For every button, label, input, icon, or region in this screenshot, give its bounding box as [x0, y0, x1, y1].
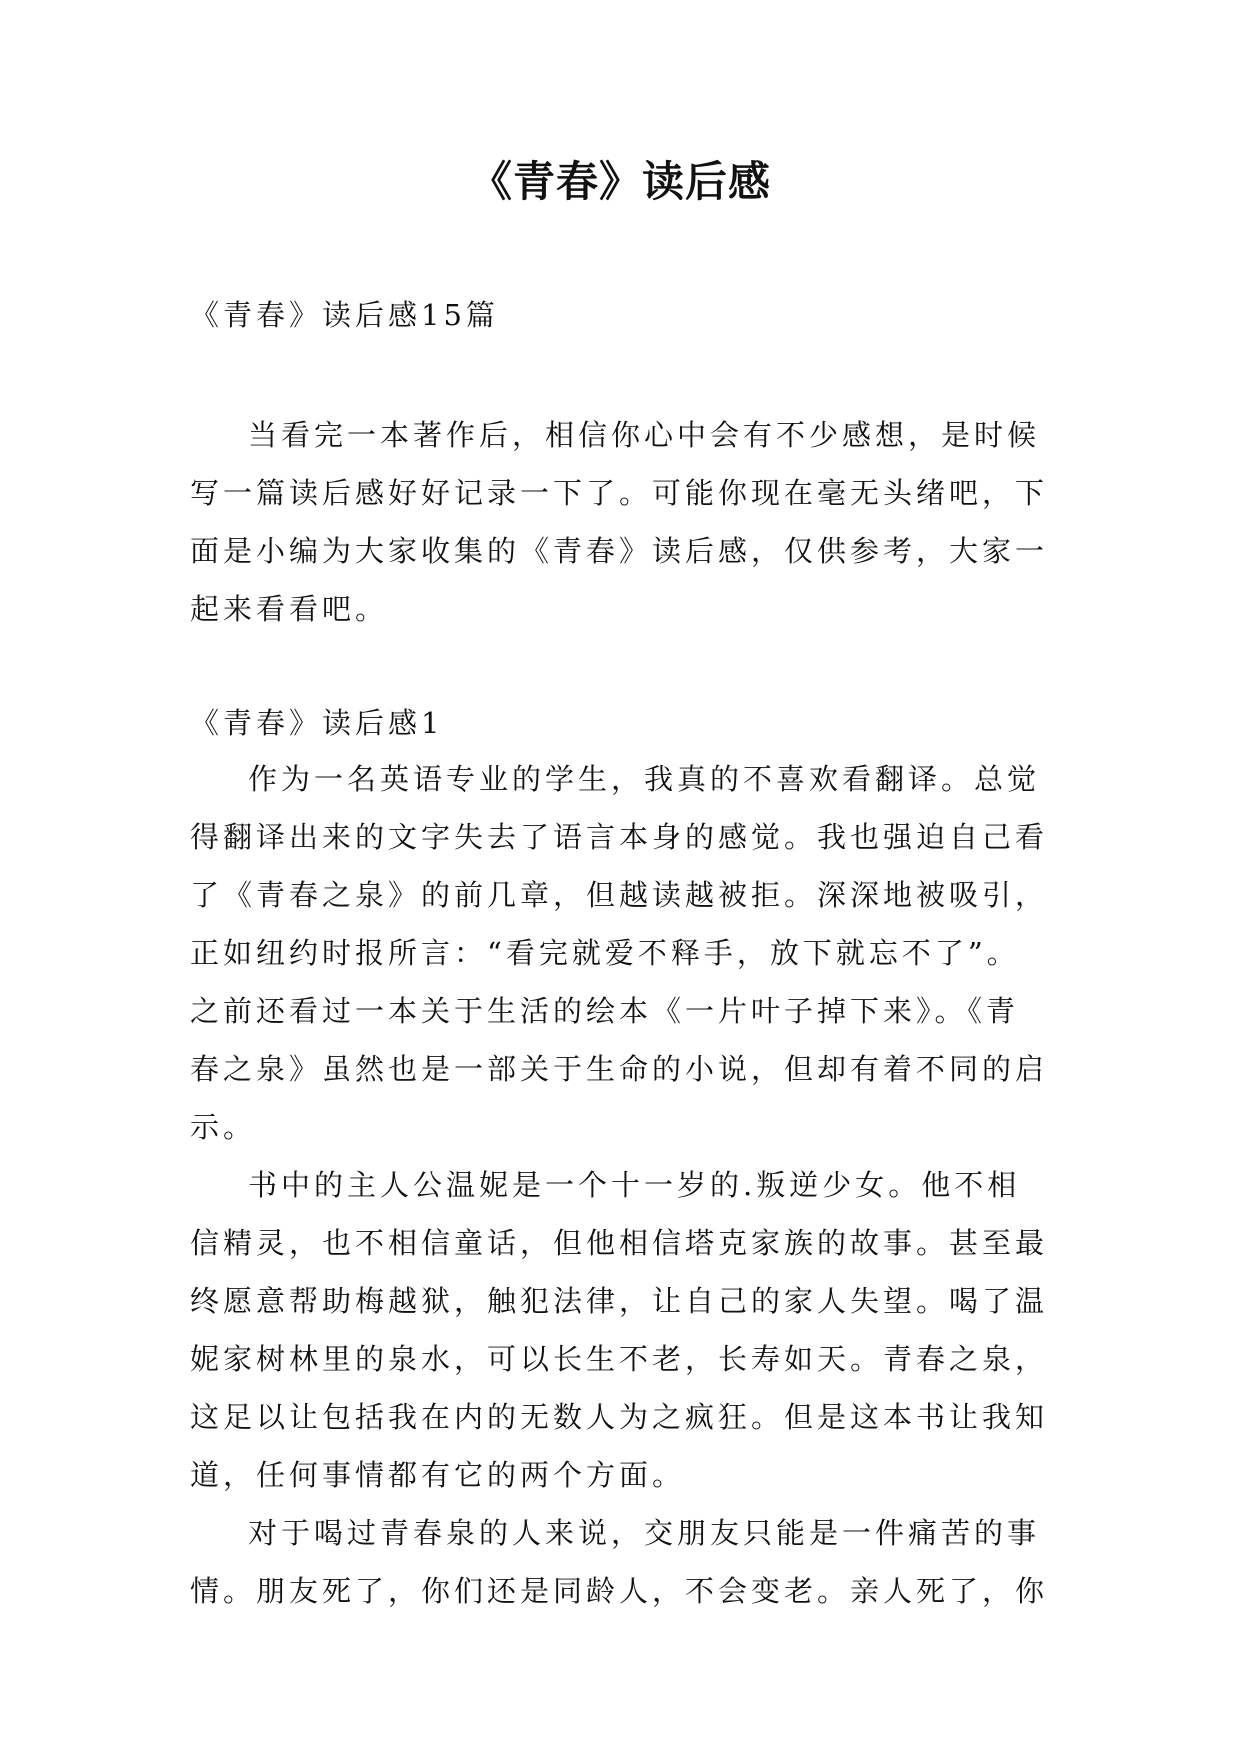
intro-paragraph: 当看完一本著作后，相信你心中会有不少感想，是时候写一篇读后感好好记录一下了。可能你现在毫无头绪吧，下面是小编为大家收集的《青春》读后感，仅供参考，大家一起来看看吧。	[190, 418, 1049, 626]
section-body	[190, 750, 1050, 1620]
section-heading: 《青春》读后感1	[190, 706, 444, 740]
body-paragraph: 书中的主人公温妮是一个十一岁的.叛逆少女。他不相信精灵，也不相信童话，但他相信塔克家族的故事。甚至最终愿意帮助梅越狱，触犯法律，让自己的家人失望。喝了温妮家树林里的泉水，可以长生不老，长寿如天。青春之泉，这足以让包括我在内的无数人为之疯狂。但是这本书让我知道，任何事情都有它的两个方面。	[190, 1168, 1049, 1492]
body-paragraph: 对于喝过青春泉的人来说，交朋友只能是一件痛苦的事情。朋友死了，你们还是同龄人，不会变老。亲人死了，你	[190, 1516, 1049, 1608]
body-paragraph: 作为一名英语专业的学生，我真的不喜欢看翻译。总觉得翻译出来的文字失去了语言本身的感觉。我也强迫自己看了《青春之泉》的前几章，但越读越被拒。深深地被吸引，正如纽约时报所言：“看完就爱不释手，放下就忘不了”。之前还看过一本关于生活的绘本《一片叶子掉下来》。《青春之泉》虽然也是一部关于生命的小说，但却有着不同的启示。	[190, 762, 1049, 1144]
document-subtitle: 《青春》读后感15篇	[190, 298, 499, 332]
document-title: 《青春》读后感	[469, 157, 771, 206]
